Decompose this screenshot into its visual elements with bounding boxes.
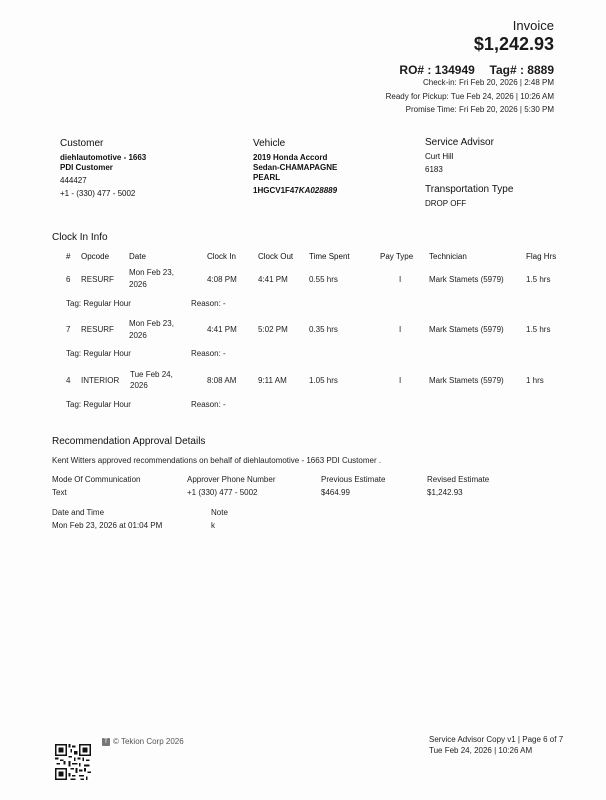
ro-number: 134949 xyxy=(434,63,475,77)
row-time-spent: 0.55 hrs xyxy=(309,275,338,284)
row-technician: Mark Stamets (5979) xyxy=(429,376,504,385)
copyright xyxy=(102,737,184,747)
col-opcode: Opcode xyxy=(81,252,110,261)
row-time-spent: 0.35 hrs xyxy=(309,325,338,334)
copyright-text: © Tekion Corp 2026 xyxy=(113,737,184,746)
col-number: # xyxy=(66,252,71,261)
ro-tag-line xyxy=(399,63,554,77)
mode-label: Mode Of Communication xyxy=(52,475,141,484)
row-pay-type: I xyxy=(399,376,402,385)
customer-phone: +1 - (330) 477 - 5002 xyxy=(60,189,136,198)
vehicle-model: 2019 Honda Accord xyxy=(253,153,328,162)
invoice-amount: $1,242.93 xyxy=(473,34,554,54)
row-tag: Tag: Regular Hour xyxy=(66,349,131,358)
row-number: 6 xyxy=(66,275,71,284)
pickup-time: Ready for Pickup: Tue Feb 24, 2026 | 10:26 AM xyxy=(385,92,554,101)
vin-prefix: 1HGCV1F47 xyxy=(253,186,299,195)
col-date: Date xyxy=(129,252,146,261)
tag-label: Tag# : xyxy=(489,63,524,77)
transport-type: DROP OFF xyxy=(425,199,467,208)
row-pay-type: I xyxy=(399,275,402,284)
row-reason: Reason: - xyxy=(191,299,226,308)
row-reason: Reason: - xyxy=(191,400,226,409)
customer-heading: Customer xyxy=(60,138,104,149)
revised-estimate-value: $1,242.93 xyxy=(427,488,463,497)
row-date-line1: Mon Feb 23, xyxy=(129,268,174,277)
row-opcode: RESURF xyxy=(81,275,114,284)
row-clock-out: 5:02 PM xyxy=(258,325,288,334)
vin-suffix: KA028889 xyxy=(298,186,338,195)
approval-statement: Kent Witters approved recommendations on behalf of diehlautomotive - 1663 PDI Customer . xyxy=(52,456,382,465)
row-technician: Mark Stamets (5979) xyxy=(429,275,504,284)
note-value: k xyxy=(211,521,215,530)
qr-code-icon xyxy=(55,744,91,780)
row-flag-hrs: 1.5 hrs xyxy=(526,325,551,334)
copy-info: Service Advisor Copy v1 | Page 6 of 7 xyxy=(429,735,564,744)
row-flag-hrs: 1 hrs xyxy=(526,376,544,385)
mode-value: Text xyxy=(52,488,67,497)
row-technician: Mark Stamets (5979) xyxy=(429,325,504,334)
invoice-title: Invoice xyxy=(512,18,554,33)
row-reason: Reason: - xyxy=(191,349,226,358)
row-date-line1: Mon Feb 23, xyxy=(129,319,174,328)
customer-id: 444427 xyxy=(60,176,87,185)
row-pay-type: I xyxy=(399,325,402,334)
transport-heading: Transportation Type xyxy=(425,184,514,195)
col-time-spent: Time Spent xyxy=(309,252,350,261)
note-label: Note xyxy=(211,508,228,517)
promise-time: Promise Time: Fri Feb 20, 2026 | 5:30 PM xyxy=(405,105,554,114)
row-date-line2: 2026 xyxy=(129,331,147,340)
advisor-heading: Service Advisor xyxy=(425,137,494,148)
col-clock-in: Clock In xyxy=(207,252,236,261)
customer-name: diehlautomotive - 1663 xyxy=(60,153,147,162)
datetime-label: Date and Time xyxy=(52,508,105,517)
vehicle-color: PEARL xyxy=(253,173,281,182)
row-date-line2: 2026 xyxy=(129,280,147,289)
row-clock-in: 4:41 PM xyxy=(207,325,237,334)
revised-estimate-label: Revised Estimate xyxy=(427,475,490,484)
row-time-spent: 1.05 hrs xyxy=(309,376,338,385)
previous-estimate-value: $464.99 xyxy=(321,488,350,497)
col-pay-type: Pay Type xyxy=(380,252,414,261)
row-clock-out: 4:41 PM xyxy=(258,275,288,284)
tekion-logo-icon: T xyxy=(102,738,110,746)
checkin-time: Check-in: Fri Feb 20, 2026 | 2:48 PM xyxy=(422,78,554,87)
row-clock-in: 4:08 PM xyxy=(207,275,237,284)
col-flag-hrs: Flag Hrs xyxy=(526,252,557,261)
ro-label: RO# : xyxy=(399,63,432,77)
approver-phone-value: +1 (330) 477 - 5002 xyxy=(187,488,258,497)
row-flag-hrs: 1.5 hrs xyxy=(526,275,551,284)
vehicle-vin xyxy=(253,186,337,196)
tag-number: 8889 xyxy=(527,63,554,77)
vehicle-trim: Sedan-CHAMAPAGNE xyxy=(253,163,338,172)
row-date-line1: Tue Feb 24, xyxy=(130,370,173,379)
row-opcode: INTERIOR xyxy=(81,376,120,385)
row-date-line2: 2026 xyxy=(130,381,148,390)
printed-timestamp: Tue Feb 24, 2026 | 10:26 AM xyxy=(429,746,533,755)
row-tag: Tag: Regular Hour xyxy=(66,299,131,308)
datetime-value: Mon Feb 23, 2026 at 01:04 PM xyxy=(52,521,163,530)
advisor-name: Curt Hill xyxy=(425,152,454,161)
row-number: 7 xyxy=(66,325,71,334)
row-clock-out: 9:11 AM xyxy=(258,376,287,385)
row-clock-in: 8:08 AM xyxy=(207,376,237,385)
approver-phone-label: Approver Phone Number xyxy=(187,475,276,484)
previous-estimate-label: Previous Estimate xyxy=(321,475,386,484)
recommendation-heading: Recommendation Approval Details xyxy=(52,436,206,447)
advisor-id: 6183 xyxy=(425,165,443,174)
col-technician: Technician xyxy=(429,252,467,261)
vehicle-heading: Vehicle xyxy=(253,138,286,149)
row-opcode: RESURF xyxy=(81,325,114,334)
clock-in-heading: Clock In Info xyxy=(52,232,108,243)
row-number: 4 xyxy=(66,376,71,385)
col-clock-out: Clock Out xyxy=(258,252,294,261)
customer-type: PDI Customer xyxy=(60,163,113,172)
row-tag: Tag: Regular Hour xyxy=(66,400,131,409)
